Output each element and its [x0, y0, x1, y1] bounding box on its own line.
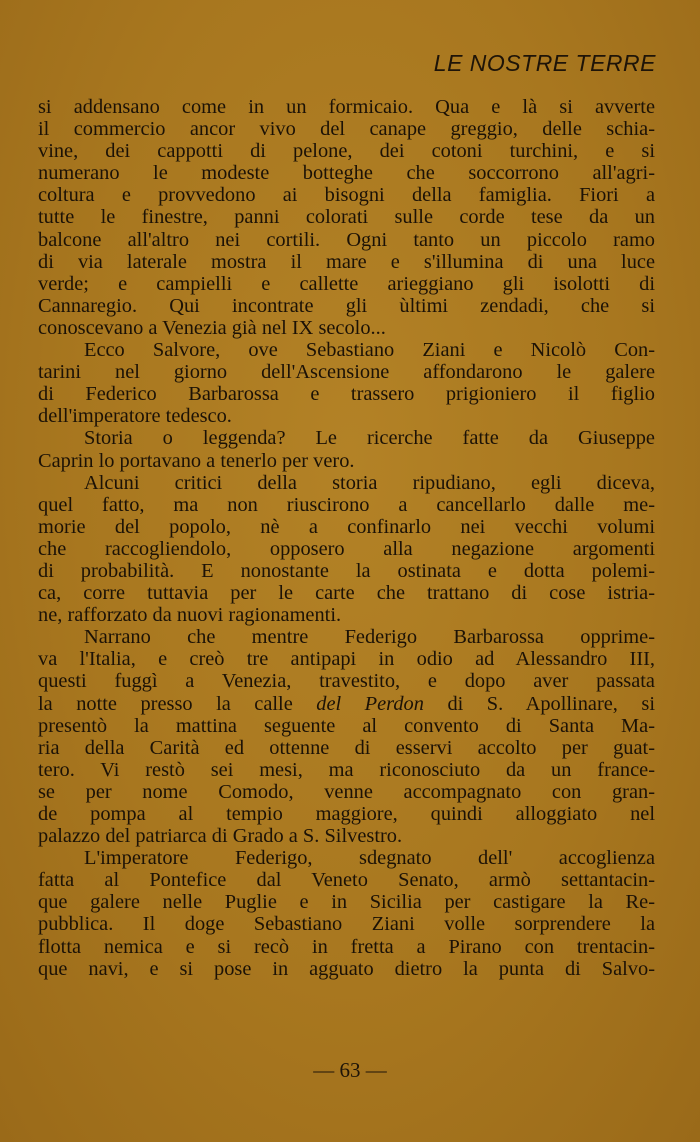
text-line: tutte le finestre, panni colorati sulle corde tese da un: [38, 206, 655, 229]
text-line: L'imperatore Federigo, sdegnato dell' accoglienza: [84, 847, 655, 870]
text-line: di Federico Barbarossa e trassero prigioniero il figlio: [38, 383, 655, 406]
body-text: [38, 96, 655, 980]
text-line: il commercio ancor vivo del canape greggio, delle schia-: [38, 118, 655, 141]
text-line: tarini nel giorno dell'Ascensione affondarono le galere: [38, 361, 655, 384]
text-line: balcone all'altro nei cortili. Ogni tanto un piccolo ramo: [38, 228, 655, 251]
text-line: vine, dei cappotti di pelone, dei cotoni turchini, e si: [38, 140, 655, 163]
text-line: di probabilità. E nonostante la ostinata e dotta polemi-: [38, 559, 655, 582]
text-line: Caprin lo portavano a tenerlo per vero.: [38, 449, 355, 472]
italic-phrase: del Perdon: [316, 692, 424, 715]
text-line: se per nome Comodo, venne accompagnato con gran-: [38, 780, 655, 803]
text-line: que navi, e si pose in agguato dietro la punta di Salvo-: [38, 957, 655, 980]
text-line: dell'imperatore tedesco.: [38, 405, 232, 428]
text-line: Narrano che mentre Federigo Barbarossa opprime-: [84, 626, 655, 649]
text-line: fatta al Pontefice dal Veneto Senato, armò settantacin-: [38, 869, 655, 892]
text-line: pubblica. Il doge Sebastiano Ziani volle sorprendere la: [38, 913, 655, 936]
text-line: Storia o leggenda? Le ricerche fatte da Giuseppe: [84, 427, 655, 450]
text-line: ca, corre tuttavia per le carte che trattano di cose istria-: [38, 582, 655, 605]
text-line: questi fuggì a Venezia, travestito, e dopo aver passata: [38, 670, 655, 693]
text-line: Alcuni critici della storia ripudiano, egli diceva,: [84, 471, 655, 494]
text-line: conoscevano a Venezia già nel IX secolo...: [38, 316, 386, 339]
text-line: la notte presso la calle del Perdon di S. Apollinare, si: [38, 692, 656, 715]
text-line: quel fatto, ma non riuscirono a cancellarlo dalle me-: [38, 493, 655, 516]
text-line: si addensano come in un formicaio. Qua e là si avverte: [38, 96, 655, 118]
text-line: va l'Italia, e creò tre antipapi in odio ad Alessandro III,: [38, 648, 655, 671]
text-line: presentò la mattina seguente al convento di Santa Ma-: [38, 714, 655, 737]
text-line: numerano le modeste botteghe che soccorrono all'agri-: [38, 162, 655, 185]
page-number: — 63 —: [313, 1058, 387, 1082]
running-head: LE NOSTRE TERRE: [433, 50, 656, 76]
text-line: flotta nemica e si recò in fretta a Pirano con trentacin-: [38, 935, 655, 958]
text-line: che raccogliendolo, opposero alla negazione argomenti: [38, 537, 655, 560]
text-line: palazzo del patriarca di Grado a S. Silvestro.: [38, 825, 403, 848]
text-line: Ecco Salvore, ove Sebastiano Ziani e Nicolò Con-: [84, 339, 655, 362]
text-line: coltura e provvedono ai bisogni della famiglia. Fiori a: [38, 184, 655, 207]
text-line: tero. Vi restò sei mesi, ma riconosciuto da un france-: [38, 758, 655, 781]
text-line: morie del popolo, nè a confinarlo nei vecchi volumi: [38, 515, 655, 538]
text-line: verde; e campielli e callette arieggiano gli isolotti di: [38, 272, 655, 295]
text-line: que galere nelle Puglie e in Sicilia per castigare la Re-: [38, 891, 655, 914]
text-line: di via laterale mostra il mare e s'illumina di una luce: [38, 250, 655, 273]
text-line: de pompa al tempio maggiore, quindi alloggiato nel: [38, 803, 655, 825]
text-line: ne, rafforzato da nuovi ragionamenti.: [38, 604, 342, 627]
text-line: ria della Carità ed ottenne di esservi accolto per guat-: [38, 736, 655, 759]
text-line: Cannaregio. Qui incontrate gli ùltimi zendadi, che si: [38, 294, 655, 317]
